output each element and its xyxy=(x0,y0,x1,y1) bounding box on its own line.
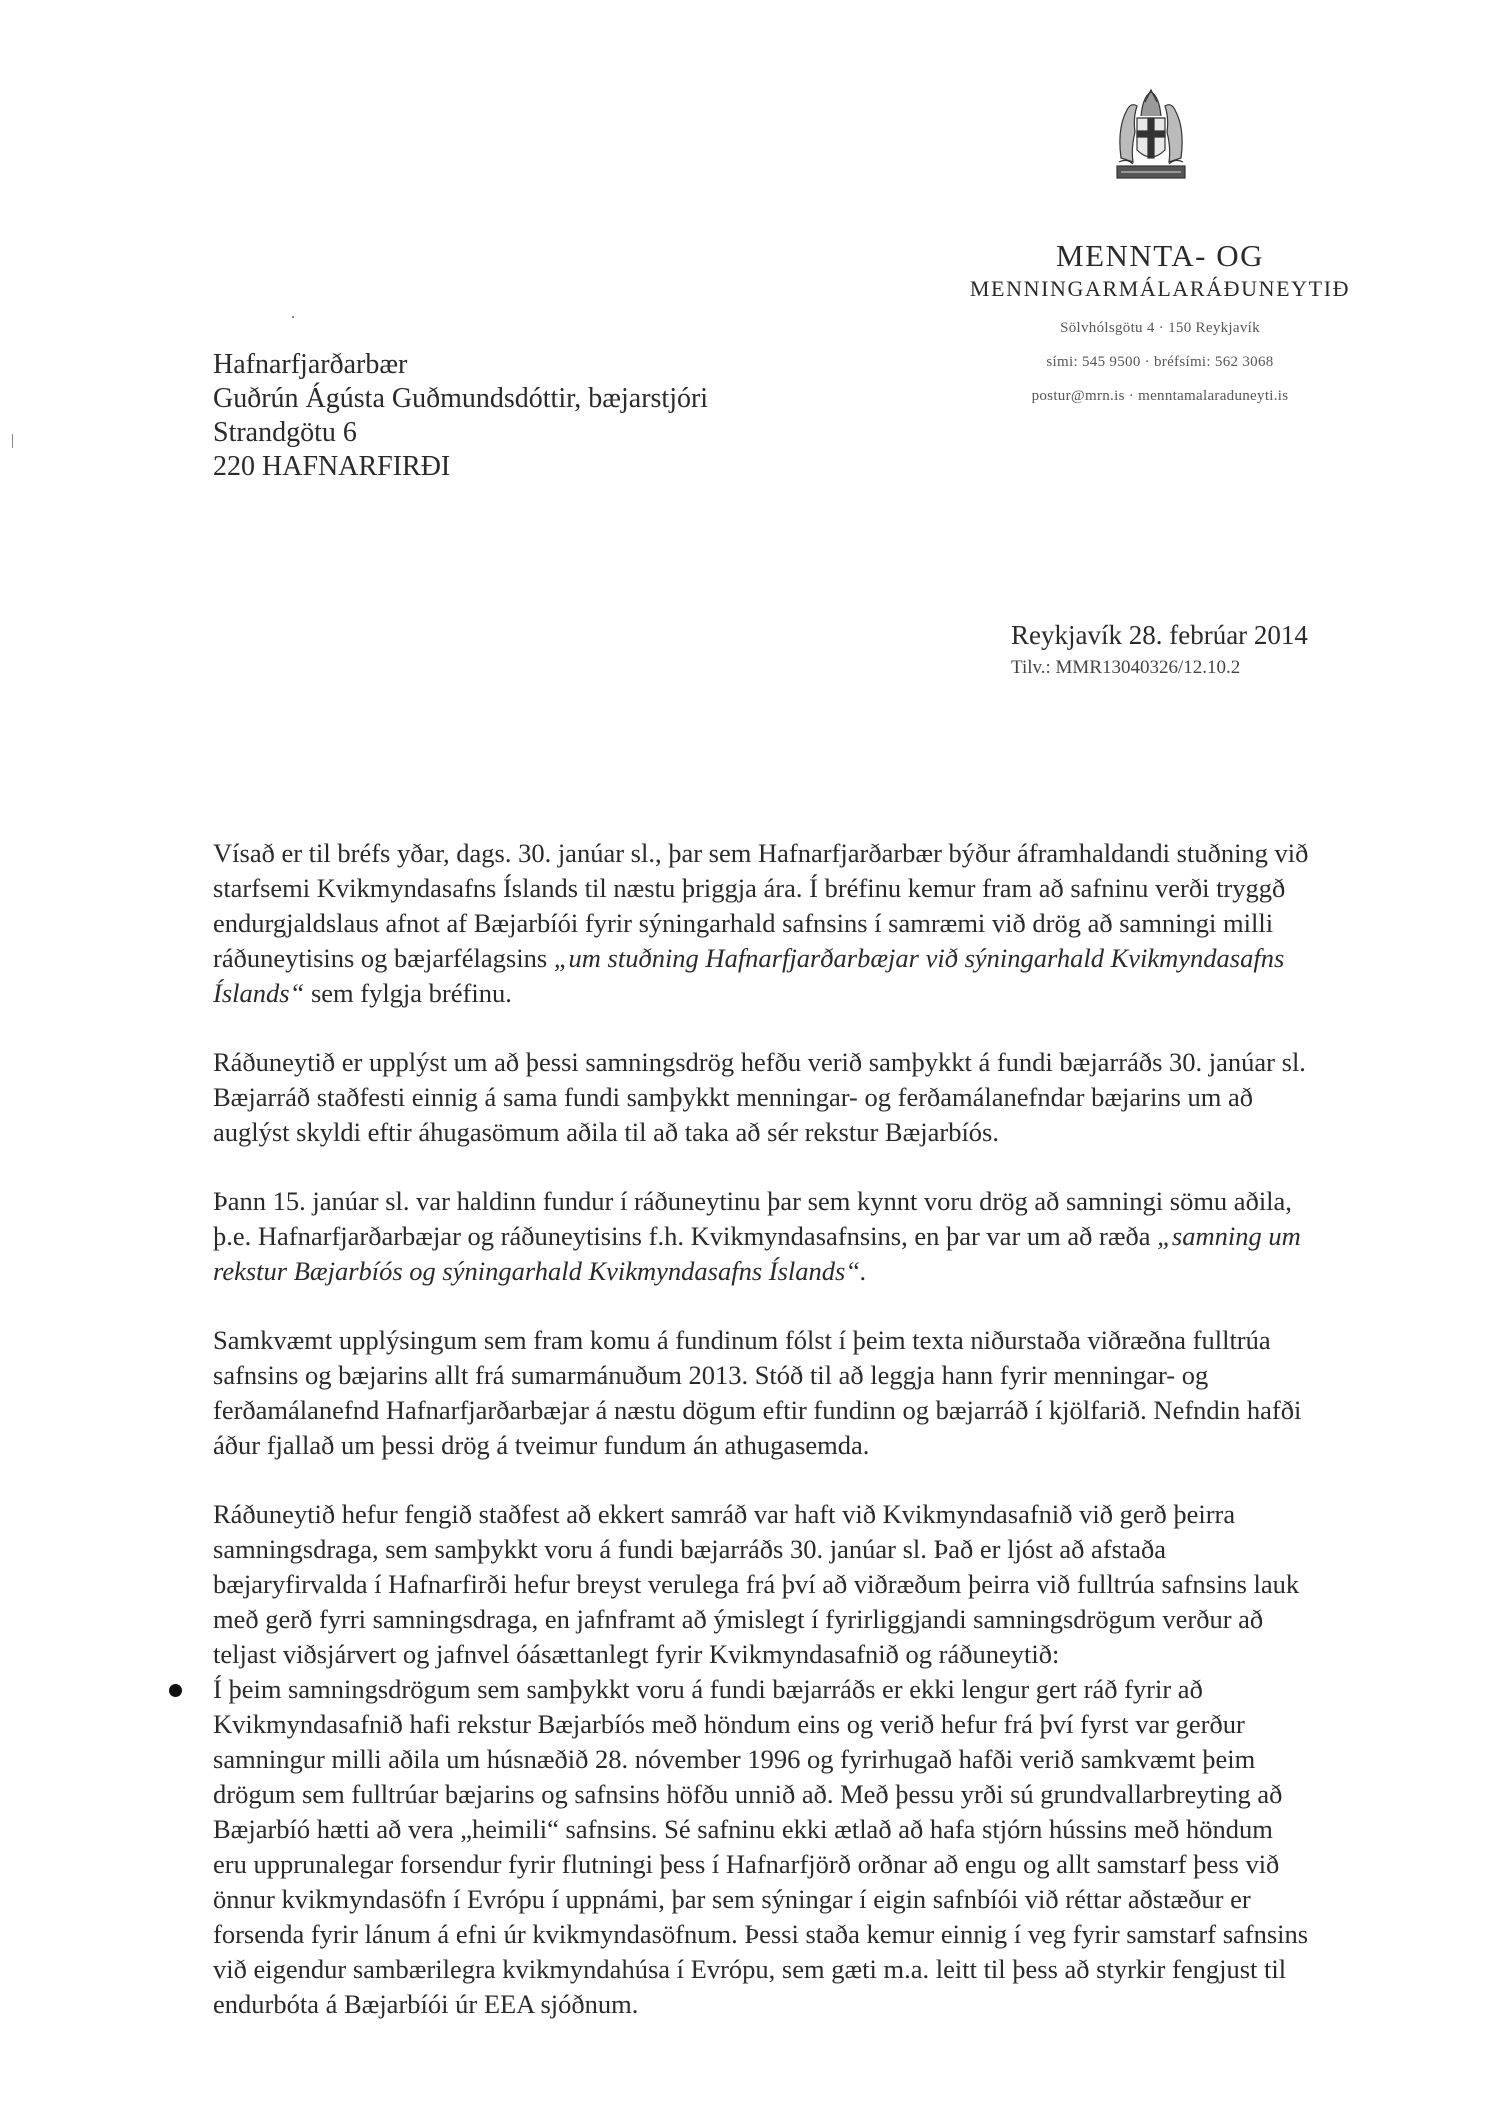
bullet-dot-icon xyxy=(169,1684,182,1697)
paragraph-3-text: Þann 15. janúar sl. var haldinn fundur í ráðuneytinu þar sem kynnt voru drög að samningi sömu aðila, þ.e. Hafnarfjarðarbæjar og ráðuneytisins f.h. Kvikmyndasafnsins, en þar var um að ræða xyxy=(213,1186,1292,1251)
ministry-name-line1: MENNTA- OG xyxy=(1056,238,1264,273)
paragraph-3-title: „samning um rekstur Bæjarbíós og sýningarhald Kvikmyndasafns Íslands“. xyxy=(213,1221,1301,1286)
ministry-email-web: postur@mrn.is · menntamalaraduneyti.is xyxy=(1031,388,1289,404)
recipient-person: Guðrún Ágústa Guðmundsdóttir, bæjarstjóri xyxy=(213,383,709,414)
ministry-address: Sölvhólsgötu 4 · 150 Reykjavík xyxy=(1060,320,1260,336)
paragraph-1 xyxy=(213,836,1313,1011)
bullet-item-text: Í þeim samningsdrögum sem samþykkt voru á fundi bæjarráðs er ekki lengur gert ráð fyrir að Kvikmyndasafnið hafi rekstur Bæjarbíós með höndum eins og verið hefur frá því fyrst var gerður samningur milli aðila um húsnæðið 28. nóvember 1996 og fyrirhugað hafði verið samkvæmt þeim drögum sem fulltrúar bæjarins og safnsins höfðu unnið að. Með þessu yrði sú grundvallarbreyting að Bæjarbíó hætti að vera „heimili“ safnsins. Sé safninu ekki ætlað að hafa stjórn hússins með höndum eru upprunalegar forsendur fyrir flutningi þess í Hafnarfjörð orðnar að engu og allt samstarf þess við önnur kvikmyndasöfn í Evrópu í uppnámi, þar sem sýningar í eigin safnbíói við réttar aðstæður er forsenda fyrir lánum á efni úr kvikmyndasöfnum. Þessi staða kemur einnig í veg fyrir samstarf safnsins við eigendur sambærilegra kvikmyndahúsa í Evrópu, sem gæti m.a. leitt til þess að styrkir fengjust til endurbóta á Bæjarbíói úr EEA sjóðnum. xyxy=(213,1674,1309,2019)
ministry-name-line2: MENNINGARMÁLARÁÐUNEYTIÐ xyxy=(969,276,1351,301)
paragraph-1-end: sem fylgja bréfinu. xyxy=(304,978,512,1008)
ministry-phone: sími: 545 9500 · bréfsími: 562 3068 xyxy=(1046,354,1274,370)
paragraph-5: Ráðuneytið hefur fengið staðfest að ekkert samráð var haft við Kvikmyndasafnið við gerð þeirra samningsdraga, sem samþykkt voru á fundi bæjarráðs 30. janúar sl. Það er ljóst að afstaða bæjaryfirvalda í Hafnarfirði hefur breyst verulega frá því að viðræðum þeirra við fulltrúa safnsins lauk með gerð fyrri samningsdraga, en jafnframt að ýmislegt í fyrirliggjandi samningsdrögum verður að teljast viðsjárvert og jafnvel óásættanlegt fyrir Kvikmyndasafnið og ráðuneytið: xyxy=(213,1499,1300,1669)
date-block xyxy=(1011,620,1308,679)
paragraph-4: Samkvæmt upplýsingum sem fram komu á fundinum fólst í þeim texta niðurstaða viðræðna fulltrúa safnsins og bæjarins allt frá sumarmánuðum 2013. Stóð til að leggja hann fyrir menningar- og ferðamálanefnd Hafnarfjarðarbæjar á næstu dögum eftir fundinn og bæjarráð í kjölfarið. Nefndin hafði áður fjallað um þessi drög á tveimur fundum án athugasemda. xyxy=(213,1325,1302,1460)
coat-of-arms-logo xyxy=(1107,88,1195,186)
reference-number: Tilv.: MMR13040326/12.10.2 xyxy=(1011,657,1241,678)
bullet-item xyxy=(213,1672,1313,2022)
recipient-address-block xyxy=(213,348,708,484)
paragraph-1-text: Vísað er til bréfs yðar, dags. 30. janúar sl., þar sem Hafnarfjarðarbær býður áframhaldandi stuðning við starfsemi Kvikmyndasafns Íslands til næstu þriggja ára. Í bréfinu kemur fram að safninu verði tryggð endurgjaldslaus afnot af Bæjarbíói fyrir sýningarhald safnsins í samræmi við drög að samningi milli ráðuneytisins og bæjarfélagsins xyxy=(213,838,1309,973)
letter-body xyxy=(213,836,1313,2022)
paragraph-3 xyxy=(213,1184,1313,1289)
bullet-list xyxy=(213,1672,1313,2022)
paragraph-1-title: „um stuðning Hafnarfjarðarbæjar við sýningarhald Kvikmyndasafns Íslands“ xyxy=(213,943,1285,1008)
letter-date: Reykjavík 28. febrúar 2014 xyxy=(1011,620,1308,650)
recipient-street: Strandgötu 6 xyxy=(213,417,357,448)
recipient-org: Hafnarfjarðarbær xyxy=(213,349,408,380)
scan-mark xyxy=(12,434,13,448)
recipient-city: 220 HAFNARFIRÐI xyxy=(213,451,451,482)
paragraph-2: Ráðuneytið er upplýst um að þessi samningsdrög hefðu verið samþykkt á fundi bæjarráðs 30. janúar sl. Bæjarráð staðfesti einnig á sama fundi samþykkt menningar- og ferðamálanefndar bæjarins um að auglýst skyldi eftir áhugasömum aðila til að taka að sér rekstur Bæjarbíós. xyxy=(213,1047,1306,1147)
scan-speck xyxy=(292,316,294,318)
